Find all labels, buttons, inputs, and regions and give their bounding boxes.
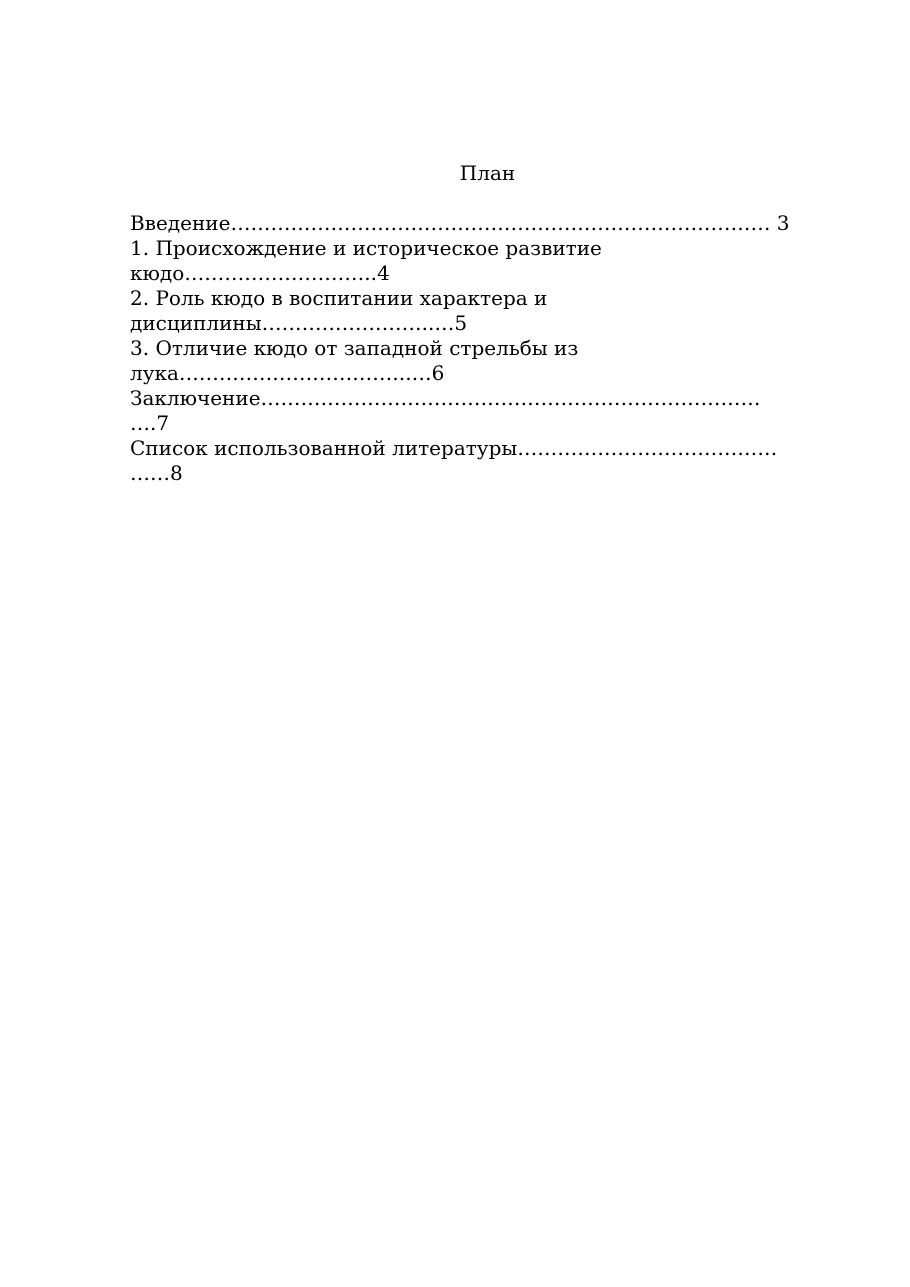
toc-line-chapter-2-page: дисциплины……………………..…5 — [130, 311, 468, 335]
toc-line-references-page: ……8 — [130, 461, 183, 485]
toc-line-chapter-3-page: лука……………………………..…6 — [130, 361, 445, 385]
toc-line-chapter-1-title: 1. Происхождение и историческое развитие — [130, 236, 602, 260]
toc-line-conclusion-title: Заключение………………………………………………………………… — [130, 386, 761, 410]
toc-line-references-title: Список использованной литературы………………………………… — [130, 436, 778, 460]
page-title: План — [459, 161, 516, 185]
toc-line-chapter-2-title: 2. Роль кюдо в воспитании характера и — [130, 286, 548, 310]
toc-line-chapter-1-page: кюдо………………………..4 — [130, 261, 390, 285]
toc-line-conclusion-page: ….7 — [130, 411, 170, 435]
toc-line-chapter-3-title: 3. Отличие кюдо от западной стрельбы из — [130, 336, 579, 360]
table-of-contents — [130, 211, 850, 486]
toc-line-introduction: Введение……………………………………………………………………… 3 — [130, 211, 790, 235]
